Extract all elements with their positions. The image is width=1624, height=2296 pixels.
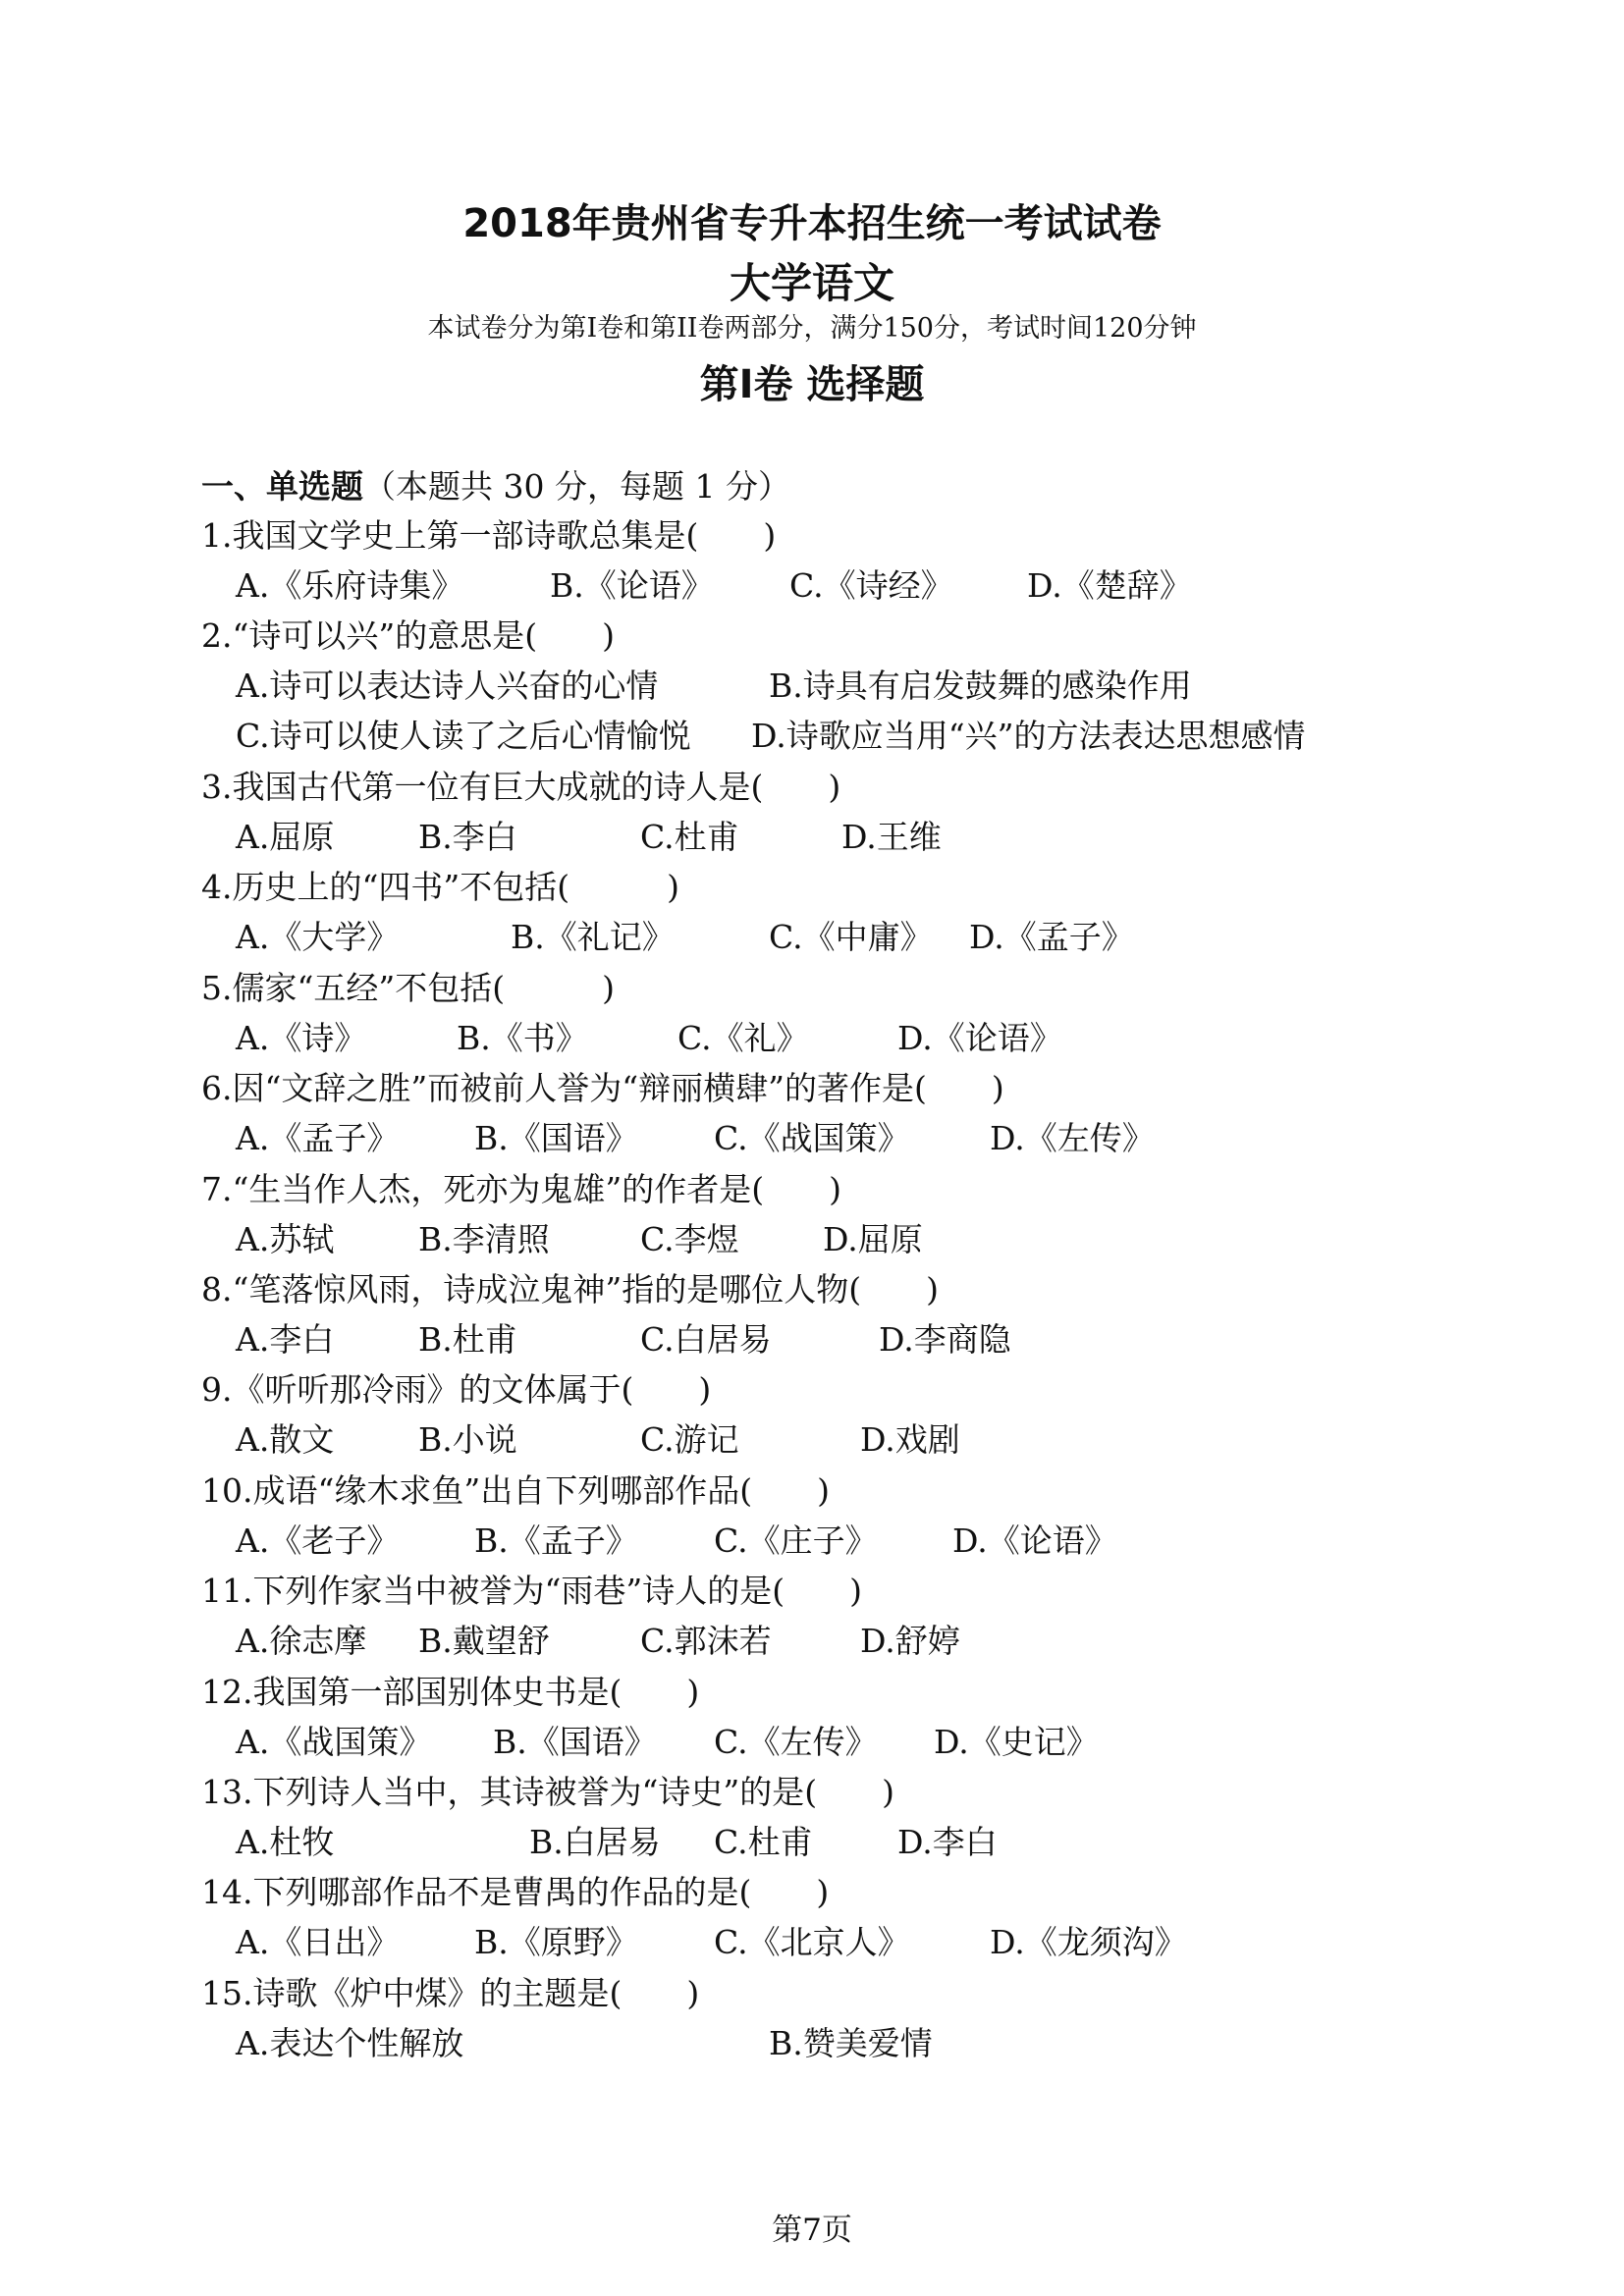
option: B.李清照 — [418, 1220, 550, 1258]
option: A.杜牧 — [236, 1823, 335, 1861]
question-stem: 5.儒家“五经”不包括( ) — [201, 969, 615, 1007]
option: D.戏剧 — [860, 1420, 960, 1459]
question-stem: 1.我国文学史上第一部诗歌总集是( ) — [201, 516, 777, 555]
option: C.郭沫若 — [640, 1622, 772, 1660]
option: A.《乐府诗集》 — [236, 566, 464, 605]
option: A.屈原 — [236, 818, 335, 856]
option: C.杜甫 — [640, 818, 739, 856]
option: C.《礼》 — [677, 1019, 809, 1057]
option: A.《孟子》 — [236, 1119, 400, 1157]
question-stem: 3.我国古代第一位有巨大成就的诗人是( ) — [201, 768, 841, 806]
option: D.李白 — [897, 1823, 998, 1861]
option: D.《楚辞》 — [1027, 566, 1192, 605]
question-stem: 9.《听听那冷雨》的文体属于( ) — [201, 1370, 712, 1409]
option: B.诗具有启发鼓舞的感染作用 — [769, 667, 1192, 705]
option: B.杜甫 — [418, 1320, 517, 1359]
option: A.徐志摩 — [236, 1622, 367, 1660]
option: A.《诗》 — [236, 1019, 367, 1057]
option: B.《国语》 — [493, 1723, 657, 1761]
question-stem: 8.“笔落惊风雨，诗成泣鬼神”指的是哪位人物( ) — [201, 1270, 939, 1308]
option: A.《老子》 — [236, 1522, 400, 1560]
option: B.《礼记》 — [511, 918, 675, 956]
section-heading-info: （本题共 30 分，每题 1 分） — [363, 467, 790, 506]
option: D.王维 — [841, 818, 942, 856]
option: B.《国语》 — [474, 1119, 638, 1157]
option: A.苏轼 — [236, 1220, 335, 1258]
option: C.《庄子》 — [714, 1522, 878, 1560]
option: D.《论语》 — [952, 1522, 1117, 1560]
question-stem: 4.历史上的“四书”不包括( ) — [201, 868, 679, 906]
option: D.李商隐 — [879, 1320, 1011, 1359]
page-number: 第7页 — [772, 2213, 852, 2248]
option: C.《中庸》 — [769, 918, 933, 956]
option: A.《大学》 — [236, 918, 400, 956]
option: D.《左传》 — [990, 1119, 1155, 1157]
question-stem: 13.下列诗人当中，其诗被誉为“诗史”的是( ) — [201, 1773, 894, 1811]
option: C.《战国策》 — [714, 1119, 910, 1157]
option: C.诗可以使人读了之后心情愉悦 — [236, 717, 691, 755]
question-stem: 15.诗歌《炉中煤》的主题是( ) — [201, 1974, 700, 2012]
option: B.李白 — [418, 818, 517, 856]
option: B.赞美爱情 — [769, 2024, 933, 2062]
option: B.戴望舒 — [418, 1622, 550, 1660]
option: C.《诗经》 — [789, 566, 953, 605]
question-stem: 11.下列作家当中被誉为“雨巷”诗人的是( ) — [201, 1572, 862, 1610]
option: D.《论语》 — [897, 1019, 1062, 1057]
question-stem: 10.成语“缘木求鱼”出自下列哪部作品( ) — [201, 1471, 830, 1510]
option: A.《战国策》 — [236, 1723, 432, 1761]
exam-note: 本试卷分为第Ⅰ卷和第ⅠⅠ卷两部分，满分150分，考试时间120分钟 — [427, 313, 1197, 344]
option: D.《史记》 — [934, 1723, 1099, 1761]
option: D.诗歌应当用“兴”的方法表达思想感情 — [751, 717, 1306, 755]
option: D.《龙须沟》 — [990, 1923, 1187, 1961]
option: C.《左传》 — [714, 1723, 878, 1761]
option: B.小说 — [418, 1420, 517, 1459]
option: C.游记 — [640, 1420, 739, 1459]
option: C.《北京人》 — [714, 1923, 910, 1961]
question-stem: 12.我国第一部国别体史书是( ) — [201, 1673, 700, 1711]
option: D.舒婷 — [860, 1622, 960, 1660]
option: A.《日出》 — [236, 1923, 400, 1961]
option: C.白居易 — [640, 1320, 772, 1359]
option: B.白居易 — [529, 1823, 661, 1861]
option: B.《原野》 — [474, 1923, 638, 1961]
part-title: 第Ⅰ卷 选择题 — [699, 362, 925, 407]
option: B.《书》 — [457, 1019, 588, 1057]
question-stem: 7.“生当作人杰，死亦为鬼雄”的作者是( ) — [201, 1170, 841, 1208]
option: D.屈原 — [823, 1220, 923, 1258]
question-stem: 6.因“文辞之胜”而被前人誉为“辩丽横肆”的著作是( ) — [201, 1069, 1004, 1107]
option: C.李煜 — [640, 1220, 739, 1258]
exam-title: 2018年贵州省专升本招生统一考试试卷 — [462, 201, 1162, 246]
option: D.《孟子》 — [969, 918, 1134, 956]
option: C.杜甫 — [714, 1823, 813, 1861]
option: A.散文 — [236, 1420, 335, 1459]
subject-title: 大学语文 — [729, 259, 894, 307]
option: B.《孟子》 — [474, 1522, 638, 1560]
question-stem: 2.“诗可以兴”的意思是( ) — [201, 616, 615, 655]
option: A.诗可以表达诗人兴奋的心情 — [236, 667, 659, 705]
section-heading — [201, 461, 790, 507]
option: B.《论语》 — [550, 566, 714, 605]
option: A.表达个性解放 — [236, 2024, 464, 2062]
section-heading-label: 一、单选题 — [201, 467, 363, 506]
option: A.李白 — [236, 1320, 335, 1359]
question-stem: 14.下列哪部作品不是曹禺的作品的是( ) — [201, 1873, 830, 1911]
